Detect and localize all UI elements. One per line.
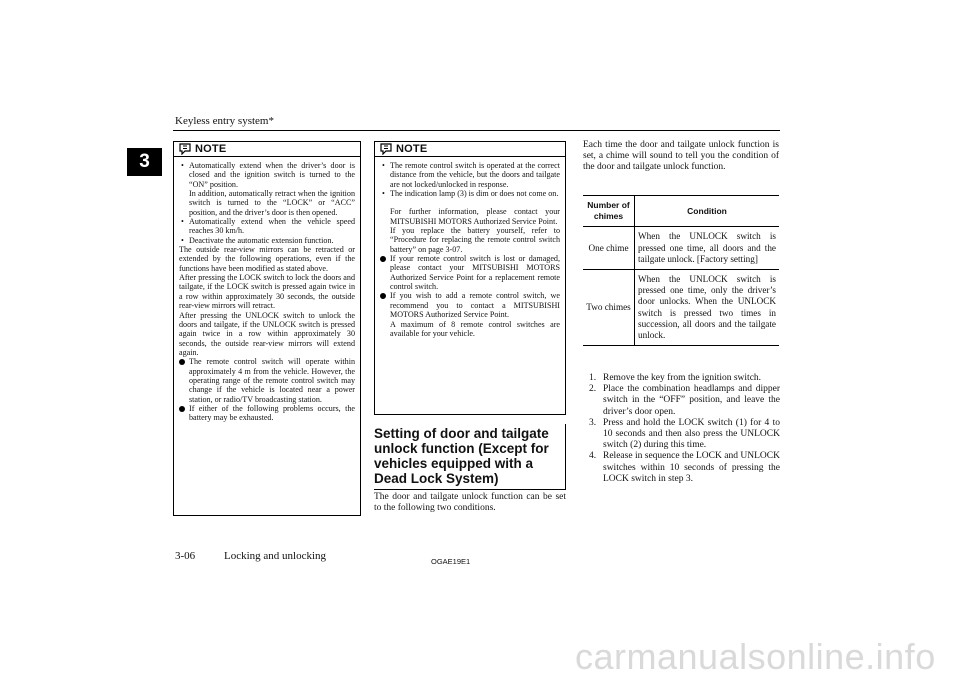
note-circle-item [380, 254, 560, 291]
note-text: If either of the following problems occurs, the battery may be exhausted. [189, 403, 355, 423]
note-text: • Deactivate the automatic extension function. [189, 235, 334, 245]
chime-table [583, 195, 779, 346]
note-content [375, 157, 565, 338]
note-bullet [179, 217, 355, 236]
header-rule [173, 130, 780, 131]
watermark: carmanualsonline.info [575, 636, 936, 677]
note-bullet [179, 236, 355, 245]
note-text: In addition, automatically retract when the ignition switch is turned to the “LOCK” or “ACC” position, and the driver’s door is then opened. [189, 189, 355, 217]
section-body [374, 492, 566, 514]
note-label: NOTE [195, 143, 227, 155]
step-item [583, 418, 780, 452]
step-text: Remove the key from the ignition switch. [603, 373, 762, 383]
note-content [174, 157, 360, 423]
table-header-row [583, 196, 779, 227]
heading-rule-vertical [565, 424, 566, 490]
table-cell: Two chimes [583, 270, 635, 346]
note-circle-item [179, 404, 355, 423]
note-paragraph: The outside rear-view mirrors can be retracted or extended by the following operations, even if the functions have been modified as stated above. [179, 245, 355, 273]
step-number: 4. [589, 451, 597, 462]
table-header-cell: Condition [635, 196, 780, 227]
note-icon [379, 143, 393, 155]
note-paragraph: For further information, please contact your MITSUBISHI MOTORS Authorized Service Point. [390, 207, 560, 226]
step-text: Press and hold the LOCK switch (1) for 4 to 10 seconds and then also press the UNLOCK switch (2) during this time. [603, 417, 780, 451]
note-text: The remote control switch will operate within approximately 4 m from the vehicle. However, the operating range of the remote control switch may change if the vehicle is located near a power station, or radio/TV broadcasting station. [189, 357, 355, 404]
note-paragraph: After pressing the LOCK switch to lock the doors and tailgate, if the LOCK switch is pressed again twice in a row within approximately 30 seconds, the outside rear-view mirrors will retract. [179, 273, 355, 311]
chapter-tab: 3 [127, 148, 162, 176]
table-cell: One chime [583, 227, 635, 270]
step-item [583, 384, 780, 418]
note-icon [178, 143, 192, 155]
note-text: • The indication lamp (3) is dim or does not come on. [390, 189, 559, 199]
step-text: Release in sequence the LOCK and UNLOCK switches within 10 seconds of pressing the LOCK switch in step 3. [603, 451, 780, 484]
step-item [583, 373, 780, 384]
note-header [174, 142, 360, 157]
step-number: 3. [589, 417, 597, 428]
step-item [583, 451, 780, 485]
note-header [375, 142, 565, 157]
note-paragraph: If you replace the battery yourself, refer to “Procedure for replacing the remote control switch battery” on page 3-07. [390, 226, 560, 254]
steps-list [583, 373, 780, 485]
table-row [583, 227, 779, 270]
note-bullet [380, 161, 560, 189]
note-text: • Automatically extend when the driver’s door is closed and the ignition switch is turned to the “ON” position. [189, 161, 355, 189]
step-number: 2. [589, 384, 597, 395]
table-row [583, 270, 779, 346]
note-box-middle [374, 141, 566, 415]
heading-rule [374, 489, 566, 490]
table-cell: When the UNLOCK switch is pressed one time, only the driver’s door unlocks. When the UNLOCK switch is pressed two times in succession, all doors and the tailgate unlock. [635, 270, 780, 346]
body-paragraph: Each time the door and tailgate unlock function is set, a chime will sound to tell you the condition of the door and tailgate unlock function. [583, 140, 779, 173]
col3-intro [583, 140, 779, 174]
section-heading: Setting of door and tailgate unlock function (Except for vehicles equipped with a Dead Lock System) [374, 426, 549, 486]
note-box-left [173, 141, 361, 516]
note-bullet [179, 161, 355, 217]
table-header-cell: Number of chimes [583, 196, 635, 227]
note-text: • Automatically extend when the vehicle speed reaches 30 km/h. [189, 217, 355, 236]
step-number: 1. [589, 373, 597, 383]
table-cell: When the UNLOCK switch is pressed one time, all doors and the tailgate unlock. [Factory setting] [635, 227, 780, 270]
note-circle-item [179, 357, 355, 404]
note-text: If your remote control switch is lost or damaged, please contact your MITSUBISHI MOTORS Authorized Service Point for a replacement remote control switch. [390, 254, 560, 292]
body-paragraph: The door and tailgate unlock function can be set to the following two conditions. [374, 492, 566, 514]
footer-code: OGAE19E1 [431, 557, 471, 566]
header-title: Keyless entry system* [175, 115, 274, 127]
footer-section-title: Locking and unlocking [224, 550, 327, 562]
step-text: Place the combination headlamps and dipper switch in the “OFF” position, and leave the driver’s door open. [603, 384, 780, 417]
note-label: NOTE [396, 143, 428, 155]
footer-page-number: 3-06 [175, 550, 196, 562]
note-circle-item [380, 291, 560, 338]
note-text: • The remote control switch is operated at the correct distance from the vehicle, but the doors and tailgate are not locked/unlocked in response. [390, 161, 560, 189]
note-paragraph: After pressing the UNLOCK switch to unlock the doors and tailgate, if the UNLOCK switch is pressed again twice in a row within approximately 30 seconds, the outside rear-view mirrors will extend again. [179, 310, 355, 357]
note-bullet [380, 189, 560, 198]
note-text: If you wish to add a remote control switch, we recommend you to contact a MITSUBISHI MOTORS Authorized Service Point. A maximum of 8 remote control switches are available for your vehicle. [390, 291, 560, 338]
